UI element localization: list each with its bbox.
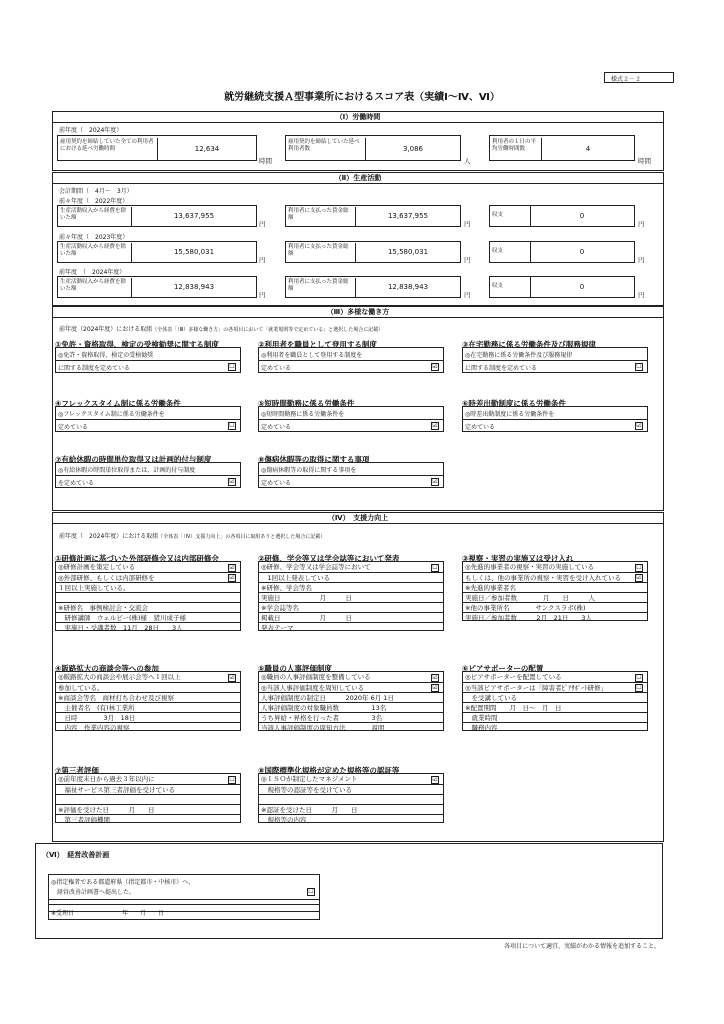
checkbox[interactable]: ☑ xyxy=(432,422,438,429)
checkbox[interactable]: ☑ xyxy=(229,574,235,581)
row: ※研修名 事例検討会・交流会 xyxy=(56,602,240,612)
footer-note: 各項目について適宜、実績がわかる情報を追加すること。 xyxy=(504,943,660,950)
checkbox[interactable]: ☑ xyxy=(432,674,438,681)
avg-hours-field: 利用者の１日の平均労働時間数 4 xyxy=(489,135,635,161)
checkbox[interactable]: ☐ xyxy=(432,564,438,571)
row: ◎研修計画を策定している xyxy=(58,563,136,571)
item-box xyxy=(462,561,648,621)
row: 第三者評価機関 xyxy=(56,814,240,824)
item-box xyxy=(258,671,444,731)
item-title: ⑦有給休暇の時間単位取得又は計画的付与制度 xyxy=(55,455,212,464)
row: ※評価を受けた日 月 日 xyxy=(56,804,240,814)
checkbox[interactable]: ☐ xyxy=(636,363,642,370)
section-header: （Ⅳ） 支援力向上 xyxy=(53,513,663,524)
item-box xyxy=(462,671,648,731)
item-box: ◎利用者を職員として登用する制度を 定めている ☑ xyxy=(258,347,444,373)
section-improvement-plan xyxy=(35,843,663,939)
income-field: 生産活動収入から経費を除いた額 13,637,955 xyxy=(57,205,257,227)
intro: 前年度（ 2024年度）における取組（全体表「（Ⅳ）支援力向上」の各項目に取組ありと選択した場合に記載） xyxy=(59,533,326,540)
row: 主催者名 (有)林工業所 xyxy=(56,702,240,712)
checkbox[interactable]: ☐ xyxy=(308,888,314,895)
row: 人事評価制度の対象職員数 13名 xyxy=(259,702,443,712)
row: ◎販路拡大の商談会や展示会等へ１回以上 xyxy=(58,673,181,681)
item-box: ◎フレックスタイム制に係る労働条件を 定めている ☐ xyxy=(55,406,241,432)
row: 発表テーマ xyxy=(259,622,443,632)
checkbox[interactable]: ☑ xyxy=(432,776,438,783)
item-box xyxy=(55,561,241,631)
checkbox[interactable]: ☑ xyxy=(636,422,642,429)
section-header: （Ⅲ）多様な働き方 xyxy=(53,307,663,318)
item-title: ③視察・実習の実施又は受け入れ xyxy=(462,554,574,563)
item-box xyxy=(258,773,444,823)
checkbox[interactable]: ☐ xyxy=(636,564,642,571)
item-title: ②利用者を職員として登用する制度 xyxy=(258,340,377,349)
row: 就業時間 xyxy=(463,712,647,722)
item-title: ⑤職員の人事評価制度 xyxy=(258,664,332,673)
row xyxy=(259,794,443,804)
row: 実施日／参加者数 2月 21日 3人 xyxy=(463,612,647,622)
checkbox[interactable]: ☐ xyxy=(636,674,642,681)
receipt-date: ※受理日 年 月 日 xyxy=(48,904,320,920)
row xyxy=(56,592,240,602)
item-title: ⑧国際標準化規格が定めた規格等の認証等 xyxy=(258,766,400,775)
item-title: ②研修、学会等又は学会誌等において発表 xyxy=(258,554,400,563)
row: 日時 3月 18日 xyxy=(56,712,240,722)
row: ◎外部研修、もしくは内部研修を xyxy=(56,572,240,582)
item-box: ◎傷病休暇等の取得に関する事項を 定めている ☑ xyxy=(258,462,444,488)
item-title: ①研修計画に基づいた外部研修会又は内部研修会 xyxy=(55,554,219,563)
row: 掲載日 月 日 xyxy=(259,612,443,622)
row: 規格等の内容 xyxy=(259,814,443,824)
item-box: ◎免許・資格取得、検定の受検勧奨 に関する制度を定めている ☐ xyxy=(55,347,241,373)
checkbox[interactable]: ☑ xyxy=(432,363,438,370)
checkbox[interactable]: ☐ xyxy=(229,776,235,783)
plan-box: ◎指定権者である都道府県（指定都市・中核市）へ、 経営改善計画書へ提出した。 ☐ xyxy=(48,874,320,912)
row: うち昇給・昇格を行った者 3名 xyxy=(259,712,443,722)
row: ◎ピアサポーターを配置している xyxy=(465,673,562,681)
section-labor-hours: （Ⅰ）労働時間 前年度（ 2024年度） 雇用契約を締結していた全ての利用者における延べ労働時間 12,634 時間 雇用契約を締結していた延べ利用者数 3,086 人 利用者の１日の平均労働時間数 4 時間 xyxy=(52,111,664,171)
row: １回以上実施している。 xyxy=(56,582,240,592)
checkbox[interactable]: ☐ xyxy=(229,363,235,370)
row: ※配置期間 月 日～ 月 日 xyxy=(463,702,647,712)
row: 実施日 月 日 xyxy=(259,592,443,602)
item-title: ③在宅勤務に係る労働条件及び服務規律 xyxy=(462,340,596,349)
row: 人事評価制度の制定日 2020年 6月 1日 xyxy=(259,692,443,702)
row: ◎ＩＳＯが制定したマネジメント xyxy=(261,775,358,783)
checkbox[interactable]: ☑ xyxy=(432,478,438,485)
row: ◎先進的事業者の視察・実習の実施している xyxy=(465,563,595,571)
section-header: （Ⅰ）労働時間 xyxy=(53,112,663,123)
balance-field: 収支 0 xyxy=(489,276,635,298)
row: ※研修、学会等名 xyxy=(259,582,443,592)
row: ◎前年度末日から過去３年以内に xyxy=(58,775,155,783)
item-title: ⑥時差出勤制度に係る労働条件 xyxy=(462,399,566,408)
item-title: ④販路拡大の商談会等への参加 xyxy=(55,664,159,673)
section-production: （Ⅱ）生産活動 会計期間（ 4月～ 3月） 前々年度（ 2022年度） 生産活動収入から経費を除いた額 13,637,955 円 利用者に支払った賃金総額 13,637,955 円 収支 0 円 前々年度（ 2023年度） 生産活動収入から経費を除いた額 15,580,031 円 利用者に支払った賃金総額 15,580,031 円 収支 0 円 前年度 （ 2024年度） 生産活動収入から経費を除いた額 12,838,943 円 利用者に支払った賃金総額 12,838,943 円 収支 0 円 xyxy=(52,172,664,306)
item-box xyxy=(55,773,241,823)
row: ◎職員の人事評価制度を整備している xyxy=(261,673,371,681)
row: 規格等の認証等を受けている xyxy=(259,784,443,794)
section-work-styles xyxy=(52,306,664,511)
total-users-field: 雇用契約を締結していた延べ利用者数 3,086 xyxy=(285,135,461,161)
item-title: ④フレックスタイム制に係る労働条件 xyxy=(55,399,181,408)
checkbox[interactable]: ☐ xyxy=(636,684,642,691)
row: 実施日／参加者数 月 日 人 xyxy=(463,592,647,602)
section-support xyxy=(52,512,664,842)
row: 職務内容 xyxy=(463,722,647,732)
row: 内容 作業内容の視察 xyxy=(56,722,240,732)
row: ◎当該人事評価制度を周知している xyxy=(259,682,443,692)
wages-field: 利用者に支払った賃金総額 13,637,955 xyxy=(285,205,461,227)
item-box: ◎短時間勤務に係る労働条件を 定めている ☑ xyxy=(258,406,444,432)
section-header: （Ⅱ）生産活動 xyxy=(53,173,663,184)
row: 参加している。 xyxy=(56,682,240,692)
row: もしくは、他の事業所の視察・実習を受け入れている xyxy=(463,572,647,582)
row: ※学会誌等名 xyxy=(259,602,443,612)
wages-field: 利用者に支払った賃金総額 15,580,031 xyxy=(285,241,461,263)
total-hours-field: 雇用契約を締結していた全ての利用者における延べ労働時間 12,634 xyxy=(57,135,257,161)
row: ※商談会等名 商材打ち合わせ及び視察 xyxy=(56,692,240,702)
item-title: ⑥ピアサポーターの配置 xyxy=(462,664,544,673)
row: 福祉サービス第三者評価を受けている xyxy=(56,784,240,794)
item-title: ⑤短時間勤務に係る労働条件 xyxy=(258,399,355,408)
row: 1回以上発表している xyxy=(259,572,443,582)
intro: 前年度（2024年度）における取組（全体表「（Ⅲ）多様な働き方」の各項目において「就業規則等で定めている」と選択した場合に記載） xyxy=(59,326,384,333)
section-header: （Ⅵ） 経営改善計画 xyxy=(42,851,110,859)
checkbox[interactable]: ☑ xyxy=(229,478,235,485)
item-box xyxy=(258,561,444,631)
checkbox[interactable]: ☑ xyxy=(229,564,235,571)
income-field: 生産活動収入から経費を除いた額 12,838,943 xyxy=(57,276,257,298)
row: を受講している xyxy=(463,692,647,702)
checkbox[interactable]: ☑ xyxy=(229,674,235,681)
item-box: ◎在宅勤務に係る労働条件及び服務規律 に関する制度を定めている ☐ xyxy=(462,347,648,373)
row: ※先進的事業者名 xyxy=(463,582,647,592)
row: 当該人事評価制度の周知方法 説明 xyxy=(259,722,443,732)
item-box: ◎有給休暇の時間単位取得または、計画的付与制度 を定めている ☑ xyxy=(55,462,241,488)
row: ◎研修、学会等又は学会誌等において xyxy=(261,563,371,571)
form-number: 様式２－２ xyxy=(604,72,674,83)
row: ◎当該ピアサポーターは「障害者ﾋﾟｱｻﾎﾟｰﾄ研修」 xyxy=(463,682,647,692)
row xyxy=(56,794,240,804)
checkbox[interactable]: ☐ xyxy=(229,422,235,429)
checkbox[interactable]: ☑ xyxy=(636,574,642,581)
row: 実施日・受講者数 11月 28日 3人 xyxy=(56,622,240,632)
checkbox[interactable]: ☑ xyxy=(432,684,438,691)
income-field: 生産活動収入から経費を除いた額 15,580,031 xyxy=(57,241,257,263)
row: 研修講師 ウェルビー(株)様 猪川成子様 xyxy=(56,612,240,622)
item-title: ①免許・資格取得、検定の受検勧奨に関する制度 xyxy=(55,340,219,349)
wages-field: 利用者に支払った賃金総額 12,838,943 xyxy=(285,276,461,298)
item-title: ⑧傷病休暇等の取得に関する事項 xyxy=(258,455,370,464)
balance-field: 収支 0 xyxy=(489,205,635,227)
year-label: 前年度（ 2024年度） xyxy=(59,127,123,134)
balance-field: 収支 0 xyxy=(489,241,635,263)
row: ※認証を受けた日 月 日 xyxy=(259,804,443,814)
row: ※他の事業所名 サンクスラボ(株) xyxy=(463,602,647,612)
page-title: 就労継続支援Ａ型事業所におけるスコア表（実績Ⅰ～Ⅳ、Ⅵ） xyxy=(224,92,500,103)
item-box: ◎時差出勤制度に係る労働条件を 定めている ☑ xyxy=(462,406,648,432)
item-title: ⑦第三者評価 xyxy=(55,766,99,775)
item-box xyxy=(55,671,241,731)
